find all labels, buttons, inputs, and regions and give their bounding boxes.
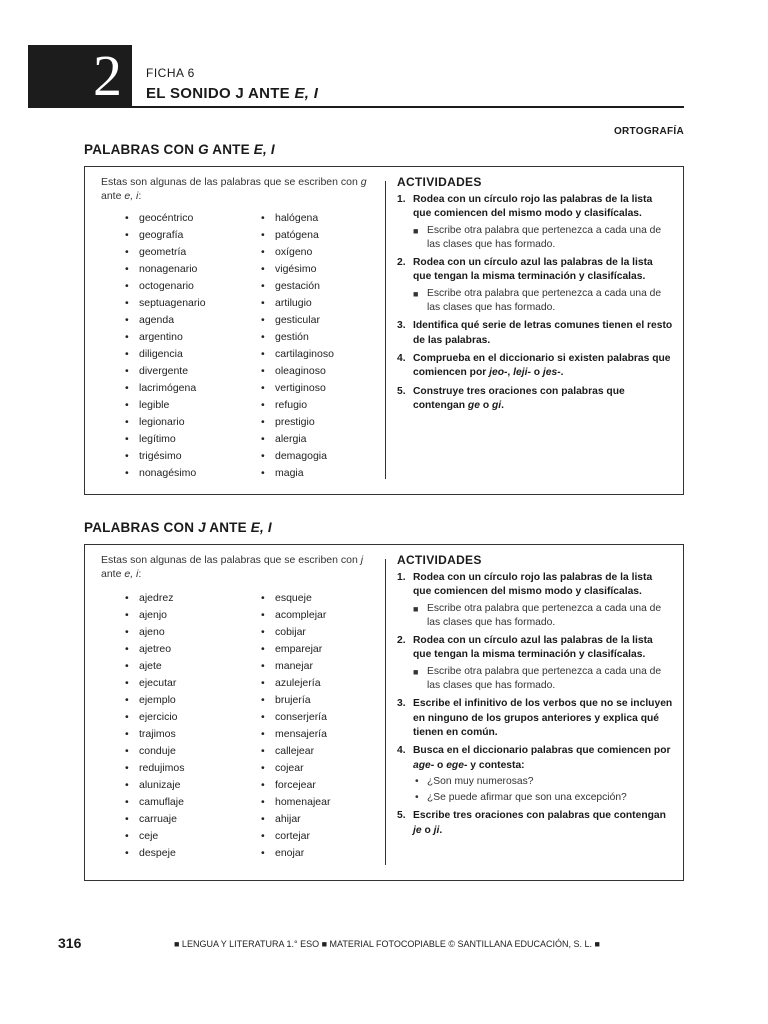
list-item: • octogenario bbox=[125, 278, 206, 295]
activity-4: 4. Busca en el diccionario palabras que comiencen por age- o ege- y contesta: • ¿Son muy numerosas? • ¿Se puede afirmar que son una excepción? bbox=[397, 744, 673, 805]
list-item: • alergia bbox=[261, 431, 334, 448]
activity-4: 4. Comprueba en el diccionario si existen palabras que comiencen por jeo-, leji- o jes-. bbox=[397, 352, 671, 379]
list-item: • trajimos bbox=[125, 726, 185, 743]
list-item: • enojar bbox=[261, 845, 330, 862]
list-item: • ejemplo bbox=[125, 692, 185, 709]
list-item: • nonagenario bbox=[125, 261, 206, 278]
section-j-intro: Estas son algunas de las palabras que se escriben con j ante e, i: bbox=[101, 554, 364, 580]
list-item: • redujimos bbox=[125, 760, 185, 777]
activity-3: 3. Escribe el infinitivo de los verbos que no se incluyen en ninguno de los grupos anteriores y explica qué tienen en común. bbox=[397, 698, 673, 738]
list-item: • emparejar bbox=[261, 641, 330, 658]
column-divider bbox=[385, 181, 386, 479]
activity-2: 2. Rodea con un círculo azul las palabras de la lista que tengan la misma terminación y clasifícalas. ■ Escribe otra palabra que pertenezca a cada una de las clases que has formado. bbox=[397, 634, 673, 693]
category-label: ORTOGRAFÍA bbox=[613, 126, 684, 137]
list-item: • ejercicio bbox=[125, 709, 185, 726]
activity-4-bullet-1: • ¿Son muy numerosas? bbox=[413, 775, 673, 789]
list-item: • manejar bbox=[261, 658, 330, 675]
section-j-word-list-2 bbox=[261, 590, 330, 862]
list-item: • diligencia bbox=[125, 346, 206, 363]
list-item: • lacrimógena bbox=[125, 380, 206, 397]
square-bullet-icon: ■ bbox=[413, 288, 419, 299]
list-item: • brujería bbox=[261, 692, 330, 709]
bullet-icon: • bbox=[415, 792, 419, 804]
list-item: • artilugio bbox=[261, 295, 334, 312]
list-item: • ajedrez bbox=[125, 590, 185, 607]
list-item: • forcejear bbox=[261, 777, 330, 794]
list-item: • geometría bbox=[125, 244, 206, 261]
page-title: EL SONIDO J ANTE E, I bbox=[146, 85, 319, 102]
list-item: • geocéntrico bbox=[125, 210, 206, 227]
list-item: • trigésimo bbox=[125, 448, 206, 465]
ficha-label: FICHA 6 bbox=[146, 66, 195, 80]
list-item: • refugio bbox=[261, 397, 334, 414]
list-item: • ejecutar bbox=[125, 675, 185, 692]
list-item: • legítimo bbox=[125, 431, 206, 448]
section-g-activities bbox=[397, 175, 673, 417]
square-bullet-icon: ■ bbox=[413, 603, 419, 614]
list-item: • cartilaginoso bbox=[261, 346, 334, 363]
activity-1: 1. Rodea con un círculo rojo las palabras de la lista que comiencen del mismo modo y clasifícalas. ■ Escribe otra palabra que pertenezca a cada una de las clases que has formado. bbox=[397, 193, 673, 252]
section-g-word-list-1 bbox=[125, 210, 206, 482]
list-item: • despeje bbox=[125, 845, 185, 862]
square-bullet-icon: ■ bbox=[413, 666, 419, 677]
square-bullet-icon: ■ bbox=[413, 225, 419, 236]
section-j-box bbox=[84, 544, 684, 881]
section-g-heading: PALABRAS CON G ANTE E, I bbox=[84, 142, 275, 157]
list-item: • gestión bbox=[261, 329, 334, 346]
list-item: • argentino bbox=[125, 329, 206, 346]
list-item: • gesticular bbox=[261, 312, 334, 329]
list-item: • gestación bbox=[261, 278, 334, 295]
section-g-word-list-2 bbox=[261, 210, 334, 482]
activities-title: ACTIVIDADES bbox=[397, 175, 482, 189]
section-j-heading: PALABRAS CON J ANTE E, I bbox=[84, 520, 272, 535]
list-item: • patógena bbox=[261, 227, 334, 244]
list-item: • ajenjo bbox=[125, 607, 185, 624]
footer-credits: ■ LENGUA Y LITERATURA 1.° ESO ■ MATERIAL FOTOCOPIABLE © SANTILLANA EDUCACIÓN, S. L. ■ bbox=[174, 939, 600, 949]
list-item: • callejear bbox=[261, 743, 330, 760]
list-item: • alunizaje bbox=[125, 777, 185, 794]
column-divider bbox=[385, 559, 386, 865]
list-item: • ceje bbox=[125, 828, 185, 845]
list-item: • esqueje bbox=[261, 590, 330, 607]
list-item: • carruaje bbox=[125, 811, 185, 828]
chapter-badge bbox=[28, 45, 132, 108]
list-item: • cortejar bbox=[261, 828, 330, 845]
list-item: • nonagésimo bbox=[125, 465, 206, 482]
list-item: • acomplejar bbox=[261, 607, 330, 624]
chapter-number: 2 bbox=[93, 43, 122, 108]
list-item: • legionario bbox=[125, 414, 206, 431]
activity-5: 5. Construye tres oraciones con palabras que contengan ge o gi. bbox=[397, 385, 625, 411]
list-item: • vigésimo bbox=[261, 261, 334, 278]
activity-2-sub: ■ Escribe otra palabra que pertenezca a cada una de las clases que has formado. bbox=[413, 665, 662, 692]
list-item: • cojear bbox=[261, 760, 330, 777]
list-item: • conserjería bbox=[261, 709, 330, 726]
title-rule bbox=[132, 106, 684, 108]
list-item: • vertiginoso bbox=[261, 380, 334, 397]
list-item: • ahijar bbox=[261, 811, 330, 828]
list-item: • conduje bbox=[125, 743, 185, 760]
list-item: • magia bbox=[261, 465, 334, 482]
activity-1-sub: ■ Escribe otra palabra que pertenezca a cada una de las clases que has formado. bbox=[413, 224, 662, 250]
activity-3: 3. Identifica qué serie de letras comunes tienen el resto de las palabras. bbox=[397, 320, 673, 346]
activity-2: 2. Rodea con un círculo azul las palabras de la lista que tengan la misma terminación y clasifícalas. ■ Escribe otra palabra que pertenezca a cada una de las clases que has formado. bbox=[397, 256, 673, 315]
activity-5: 5. Escribe tres oraciones con palabras que contengan je o ji. bbox=[397, 810, 666, 836]
section-g-intro: Estas son algunas de las palabras que se escriben con g ante e, i: bbox=[101, 176, 367, 202]
list-item: • ajete bbox=[125, 658, 185, 675]
list-item: • halógena bbox=[261, 210, 334, 227]
activity-4-bullet-2: • ¿Se puede afirmar que son una excepción? bbox=[413, 791, 673, 805]
list-item: • homenajear bbox=[261, 794, 330, 811]
list-item: • ajeno bbox=[125, 624, 185, 641]
activity-1-sub: ■ Escribe otra palabra que pertenezca a cada una de las clases que has formado. bbox=[413, 602, 662, 628]
list-item: • camuflaje bbox=[125, 794, 185, 811]
activity-2-sub: ■ Escribe otra palabra que pertenezca a cada una de las clases que has formado. bbox=[413, 287, 662, 314]
list-item: • mensajería bbox=[261, 726, 330, 743]
section-j-activities bbox=[397, 553, 673, 842]
page-number: 316 bbox=[58, 935, 82, 951]
list-item: • demagogia bbox=[261, 448, 334, 465]
activities-title: ACTIVIDADES bbox=[397, 553, 482, 567]
list-item: • agenda bbox=[125, 312, 206, 329]
list-item: • oleaginoso bbox=[261, 363, 334, 380]
section-g-box bbox=[84, 166, 684, 495]
list-item: • geografía bbox=[125, 227, 206, 244]
list-item: • divergente bbox=[125, 363, 206, 380]
section-j-word-list-1 bbox=[125, 590, 185, 862]
list-item: • prestigio bbox=[261, 414, 334, 431]
list-item: • ajetreo bbox=[125, 641, 185, 658]
list-item: • septuagenario bbox=[125, 295, 206, 312]
bullet-icon: • bbox=[415, 775, 419, 787]
list-item: • cobijar bbox=[261, 624, 330, 641]
activity-1: 1. Rodea con un círculo rojo las palabras de la lista que comiencen del mismo modo y clasifícalas. ■ Escribe otra palabra que pertenezca a cada una de las clases que has formado. bbox=[397, 571, 673, 630]
list-item: • oxígeno bbox=[261, 244, 334, 261]
list-item: • legible bbox=[125, 397, 206, 414]
list-item: • azulejería bbox=[261, 675, 330, 692]
